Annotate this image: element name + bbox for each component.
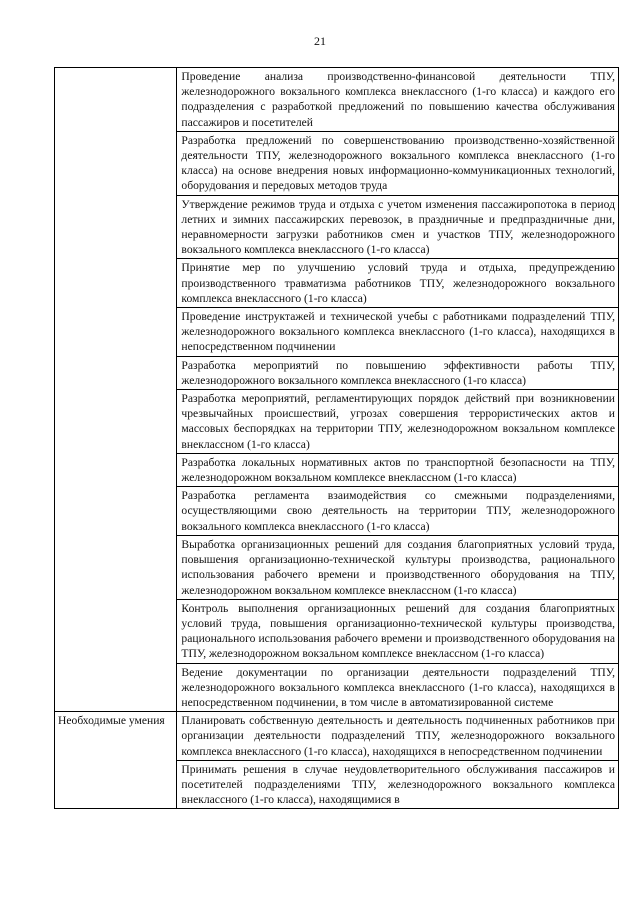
table-cell: Контроль выполнения организационных решений для создания благоприятных условий труда, повышения организационно-технической культуры производства, рационального использования рабочего времени и производственного оборудования на ТПУ, железнодорожном вокзальном комплексе внеклассном (1-го класса) — [177, 599, 619, 663]
requirements-table — [54, 67, 619, 809]
table-cell: Планировать собственную деятельность и деятельность подчиненных работников при организации деятельности подразделений ТПУ, железнодорожного вокзального комплекса внеклассного (1-го класса), находящихся в непосредственном подчинении — [177, 712, 619, 761]
table-cell: Ведение документации по организации деятельности подразделений ТПУ, железнодорожного вокзального комплекса внеклассного (1-го класса), находящихся в непосредственном подчинении, в том числе в автоматизированной системе — [177, 663, 619, 712]
page-number: 21 — [314, 34, 326, 48]
table-cell: Разработка локальных нормативных актов по транспортной безопасности на ТПУ, железнодорожном вокзальном комплексе внеклассном (1-го класса) — [177, 453, 619, 486]
table-row — [55, 712, 619, 761]
table-cell: Выработка организационных решений для создания благоприятных условий труда, повышения организационно-технической культуры производства, рационального использования рабочего времени и производственного оборудования на ТПУ, железнодорожном вокзальном комплексе внеклассном (1-го класса) — [177, 535, 619, 599]
table-cell: Разработка регламента взаимодействия со смежными подразделениями, осуществляющими свою деятельность на территории ТПУ, железнодорожного вокзального комплекса внеклассного (1-го класса) — [177, 487, 619, 536]
table-row — [55, 68, 619, 132]
table-cell: Разработка мероприятий по повышению эффективности работы ТПУ, железнодорожного вокзального комплекса внеклассного (1-го класса) — [177, 356, 619, 389]
table-cell: Проведение анализа производственно-финансовой деятельности ТПУ, железнодорожного вокзального комплекса внеклассного (1-го класса) и каждого его подразделения с разработкой предложений по повышению качества обслуживания пассажиров и посетителей — [177, 68, 619, 132]
table-cell: Разработка предложений по совершенствованию производственно-хозяйственной деятельности ТПУ, железнодорожного вокзального комплекса внеклассного (1-го класса) на основе внедрения новых информационно-коммуникационных технологий, оборудования и передовых методов труда — [177, 131, 619, 195]
table-cell: Утверждение режимов труда и отдыха с учетом изменения пассажиропотока в период летних и зимних пассажирских перевозок, в праздничные и предпраздничные дни, неравномерности загрузки работников смен и участков ТПУ, железнодорожного вокзального комплекса внеклассного (1-го класса) — [177, 195, 619, 259]
table-cell: Принятие мер по улучшению условий труда и отдыха, предупреждению производственного травматизма работников ТПУ, железнодорожного вокзального комплекса внеклассного (1-го класса) — [177, 259, 619, 308]
section-label-skills: Необходимые умения — [55, 712, 177, 809]
table-cell: Проведение инструктажей и технической учебы с работниками подразделений ТПУ, железнодорожного вокзального комплекса внеклассного (1-го класса), находящихся в непосредственном подчинении — [177, 308, 619, 357]
table-cell: Принимать решения в случае неудовлетворительного обслуживания пассажиров и посетителей подразделениями ТПУ, железнодорожного вокзального комплекса внеклассного (1-го класса), находящимися в — [177, 760, 619, 809]
section-label-empty — [55, 68, 177, 712]
table-cell: Разработка мероприятий, регламентирующих порядок действий при возникновении чрезвычайных происшествий, угрозах совершения террористических актов и массовых беспорядках на территории ТПУ, железнодорожном вокзальном комплексе внеклассном (1-го класса) — [177, 390, 619, 454]
